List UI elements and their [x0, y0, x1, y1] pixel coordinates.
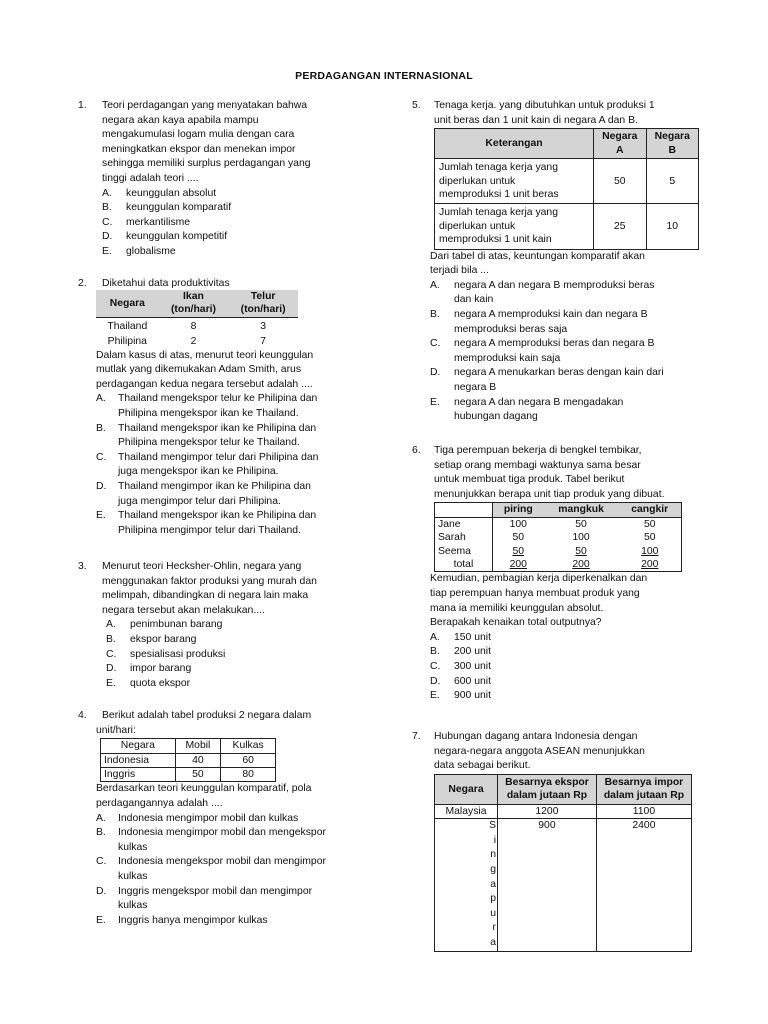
table-cell: 8 — [190, 320, 197, 332]
stem-line: Dalam kasus di atas, menurut teori keunggulan — [96, 349, 314, 361]
question-number: 1. — [78, 100, 87, 111]
table-cell: 100 — [641, 545, 659, 557]
header-negara: Negara — [109, 297, 145, 309]
table-cell: 50 — [175, 768, 221, 782]
stem-line: negara akan kaya apabila mampu — [102, 114, 259, 126]
table-cell: 5 — [646, 159, 699, 204]
stem-line: setiap orang membagi waktunya sama besar — [434, 459, 641, 471]
stem-line: perdagangan kedua negara tersebut adalah .... — [96, 378, 313, 390]
option-d: D. 600 unit — [430, 675, 491, 687]
stem-line: sehingga memiliki surplus perdagangan yang — [102, 158, 311, 170]
table-cell: 900 — [498, 819, 597, 951]
productivity-table — [96, 290, 298, 349]
header-piring: piring — [492, 503, 543, 517]
stem-line: terjadi bila ... — [430, 265, 489, 277]
table-cell: 100 — [572, 532, 590, 544]
option-d: D. impor barang — [106, 663, 192, 675]
table-cell: Thailand — [107, 320, 148, 332]
option-a: A. Thailand mengekspor telur ke Philipina dan Philipina mengekspor ikan ke Thailand. — [96, 393, 318, 419]
table-cell: 50 — [575, 545, 587, 557]
table-cell: 60 — [221, 753, 276, 767]
table-cell: 40 — [175, 753, 221, 767]
option-e: E. 900 unit — [430, 690, 491, 702]
option-d: D. Thailand mengimpor ikan ke Philipina dan juga mengimpor telur dari Philipina. — [96, 480, 311, 507]
stem-line: data sebagai berikut. — [434, 760, 531, 772]
question-number: 5. — [412, 100, 421, 111]
question-number: 6. — [412, 445, 421, 456]
table-cell: 10 — [646, 204, 699, 249]
option-a: A. keunggulan absolut — [102, 187, 217, 199]
stem-line: Berapakah kenaikan total outputnya? — [430, 617, 602, 629]
option-b: B. keunggulan komparatif — [102, 202, 232, 214]
option-e: E. Inggris hanya mengimpor kulkas — [96, 914, 268, 926]
table-cell: 1100 — [596, 804, 691, 818]
stem-line: tinggi adalah teori .... — [102, 172, 199, 184]
option-e: E. negara A dan negara B mengadakan hubungan dagang — [430, 396, 624, 423]
question-5 — [412, 99, 702, 425]
option-c: C. spesialisasi produksi — [106, 648, 226, 660]
table-cell: 2400 — [596, 819, 691, 951]
option-d: D. Inggris mengekspor mobil dan mengimpor kulkas — [96, 885, 313, 912]
option-a: A. Indonesia mengimpor mobil dan kulkas — [96, 812, 299, 824]
table-cell: 200 — [641, 559, 659, 570]
stem-line: Dari tabel di atas, keuntungan komparatif akan — [430, 250, 645, 262]
question-1 — [78, 99, 378, 260]
table-cell: 7 — [260, 336, 267, 348]
question-4 — [78, 709, 378, 928]
table-cell: 1200 — [498, 804, 597, 818]
table-cell: 50 — [575, 518, 587, 530]
stem-line: tiap perempuan hanya membuat produk yang — [430, 588, 640, 599]
stem-line: Teori perdagangan yang menyatakan bahwa — [102, 100, 308, 111]
question-6 — [412, 444, 702, 704]
stem-line: mana ia memiliki keunggulan absolut. — [430, 602, 604, 614]
stem-line: Menurut teori Hecksher-Ohlin, negara yang — [102, 561, 302, 572]
header-empty — [435, 503, 493, 517]
table-cell: 3 — [260, 320, 267, 332]
question-3 — [78, 560, 378, 691]
table-cell: Sarah — [435, 531, 493, 544]
page-title: PERDAGANGAN INTERNASIONAL — [295, 70, 473, 82]
option-c: C. negara A memproduksi beras dan negara B memproduksi kain saja — [430, 338, 655, 364]
header-impor: Besarnya impor dalam jutaan Rp — [596, 774, 691, 804]
question-stem — [102, 99, 378, 260]
table-cell: 50 — [594, 159, 647, 204]
header-negara: Negara — [435, 774, 498, 804]
stem-line: menggunakan faktor produksi yang murah dan — [102, 575, 317, 587]
stem-line: mutlak yang dikemukakan Adam Smith, arus — [96, 364, 302, 376]
stem-line: perdagangannya adalah .... — [96, 798, 223, 809]
table-cell: 50 — [643, 532, 656, 544]
table-cell: 200 — [509, 559, 527, 570]
header-keterangan: Keterangan — [435, 129, 594, 159]
stem-line: Kemudian, pembagian kerja diperkenalkan dan — [430, 573, 648, 585]
table-cell: Jumlah tenaga kerja yang diperlukan untuk memproduksi 1 unit beras — [435, 159, 594, 204]
stem-line: Berdasarkan teori keunggulan komparatif, pola — [96, 783, 312, 795]
table-cell: 50 — [643, 518, 656, 530]
option-b: B. Thailand mengekspor ikan ke Philipina dan Philipina mengekspor telur ke Thailand. — [96, 422, 317, 449]
option-b: B. Indonesia mengimpor mobil dan mengekspor kulkas — [96, 827, 326, 853]
option-b: B. negara A memproduksi kain dan negara B memproduksi beras saja — [430, 309, 648, 335]
pottery-table — [434, 502, 682, 572]
header-ekspor: Besarnya ekspor dalam jutaan Rp — [498, 774, 597, 804]
stem-line: unit beras dan 1 unit kain di negara A dan B. — [434, 114, 638, 126]
table-cell: 50 — [512, 532, 525, 544]
table-cell: Jane — [435, 517, 493, 531]
header-mangkuk: mangkuk — [544, 503, 619, 517]
option-a: A. negara A dan negara B memproduksi beras dan kain — [430, 279, 655, 306]
table-cell: Malaysia — [435, 804, 498, 818]
header-mobil: Mobil — [175, 739, 221, 753]
stem-line: unit/hari: — [96, 724, 136, 736]
table-cell: 2 — [190, 336, 197, 348]
option-c: C. merkantilisme — [102, 216, 191, 228]
stem-line: Hubungan dagang antara Indonesia dengan — [434, 731, 638, 742]
table-cell: 50 — [512, 545, 525, 557]
header-negara-a: Negara A — [594, 129, 647, 159]
header-negara-b: Negara B — [646, 129, 699, 159]
table-cell: Indonesia — [101, 753, 176, 767]
stem-line: melimpah, dibandingkan di negara lain maka — [102, 590, 309, 602]
stem-line: untuk membuat tiga produk. Tabel berikut — [434, 474, 625, 486]
question-number: 4. — [78, 710, 87, 721]
table-cell: Seema — [435, 545, 493, 558]
stem-line: Tenaga kerja. yang dibutuhkan untuk produksi 1 — [434, 100, 655, 111]
option-e: E. globalisme — [102, 245, 176, 257]
stem-line: negara tersebut akan melakukan.... — [102, 604, 265, 616]
asean-trade-table — [434, 774, 692, 952]
option-b: B. 200 unit — [430, 646, 491, 658]
table-cell: 25 — [594, 204, 647, 249]
option-a: A. 150 unit — [430, 631, 491, 643]
stem-line: menunjukkan berapa unit tiap produk yang dibuat. — [434, 488, 665, 500]
question-number: 7. — [412, 731, 421, 742]
question-number: 2. — [78, 278, 87, 289]
header-cangkir: cangkir — [618, 503, 681, 517]
option-c: C. Thailand mengimpor telur dari Philipina dan juga mengekspor ikan ke Philipina. — [96, 451, 319, 478]
table-cell-vertical-text: S i n g a p u r a — [435, 819, 498, 951]
stem-line: Diketahui data produktivitas — [102, 278, 230, 289]
option-c: C. 300 unit — [430, 660, 491, 672]
option-c: C. Indonesia mengekspor mobil dan mengimpor kulkas — [96, 856, 326, 882]
option-e: E. Thailand mengekspor ikan ke Philipina dan Philipina mengimpor telur dari Thailand. — [96, 510, 317, 536]
header-negara: Negara — [101, 739, 176, 753]
header-kulkas: Kulkas — [221, 739, 276, 753]
table-cell: 200 — [572, 559, 590, 570]
stem-line: Tiga perempuan bekerja di bengkel tembikar, — [434, 445, 642, 456]
stem-line: mengakumulasi logam mulia dengan cara — [102, 129, 295, 141]
option-b: B. ekspor barang — [106, 633, 197, 645]
stem-line: Berikut adalah tabel produksi 2 negara dalam — [102, 710, 312, 721]
question-number: 3. — [78, 561, 87, 572]
table-cell: Jumlah tenaga kerja yang diperlukan untuk memproduksi 1 unit kain — [435, 204, 594, 249]
table-cell: 80 — [221, 768, 276, 782]
option-a: A. penimbunan barang — [106, 619, 223, 631]
labor-table — [434, 128, 699, 249]
table-cell: Inggris — [101, 768, 176, 782]
option-d: D. negara A menukarkan beras dengan kain dari negara B — [430, 367, 664, 393]
table-cell: 100 — [509, 518, 527, 530]
option-e: E. quota ekspor — [106, 677, 191, 689]
option-d: D. keunggulan kompetitif — [102, 231, 228, 243]
stem-line: meningkatkan ekspor dan menekan impor — [102, 143, 296, 155]
stem-line: negara-negara anggota ASEAN menunjukkan — [434, 745, 645, 757]
question-2 — [78, 277, 378, 538]
table-cell: total — [435, 558, 493, 572]
question-7 — [412, 730, 702, 952]
header-telur: Telur (ton/hari) — [240, 291, 286, 316]
header-ikan: Ikan (ton/hari) — [170, 291, 216, 316]
production-table — [100, 738, 276, 782]
table-cell: Philipina — [107, 336, 147, 348]
